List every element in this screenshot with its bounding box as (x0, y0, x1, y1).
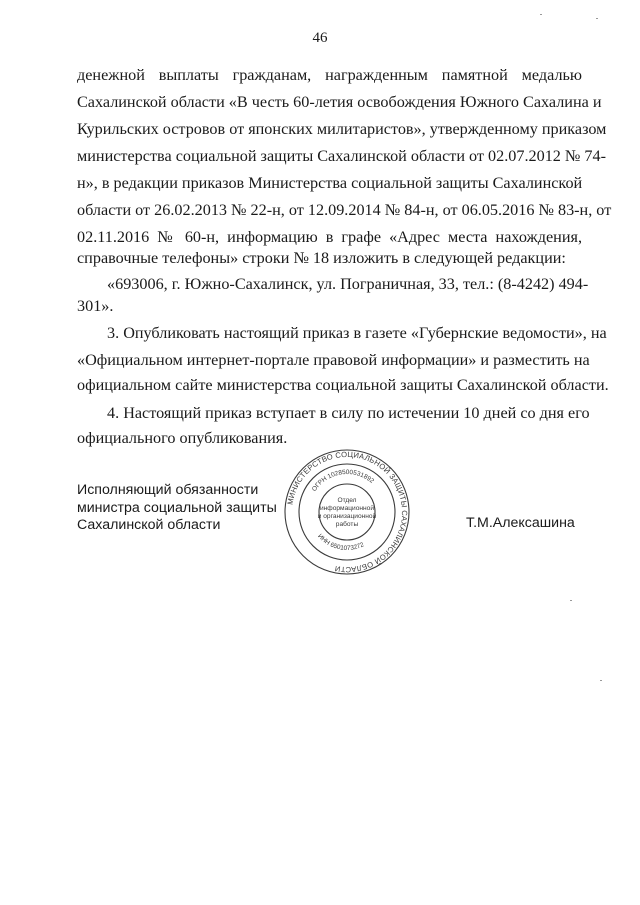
stamp-center-line-4: работы (335, 521, 359, 528)
signatory-position-line-3: Сахалинской области (77, 517, 221, 533)
body-line-9: «693006, г. Южно-Сахалинск, ул. Пограничная, 33, тел.: (8-4242) 494- (107, 275, 589, 293)
body-line-13: официальном сайте министерства социальной защиты Сахалинской области. (77, 376, 609, 394)
scan-speck (596, 18, 598, 19)
stamp-outer-text: МИНИСТЕРСТВО СОЦИАЛЬНОЙ ЗАЩИТЫ САХАЛИНСКОЙ ОБЛАСТИ (285, 449, 410, 575)
body-line-11: 3. Опубликовать настоящий приказ в газете «Губернские ведомости», на (107, 324, 607, 342)
body-line-10: 301». (77, 297, 114, 315)
official-stamp (283, 448, 411, 576)
body-line-6: области от 26.02.2013 № 22-н, от 12.09.2014 № 84-н, от 06.05.2016 № 83-н, от (77, 201, 612, 219)
body-line-1: денежной выплаты гражданам, награжденным памятной медалью (77, 66, 582, 84)
stamp-inner-ring (319, 484, 375, 540)
body-line-14: 4. Настоящий приказ вступает в силу по истечении 10 дней со дня его (107, 404, 590, 422)
body-line-8: справочные телефоны» строки № 18 изложить в следующей редакции: (77, 249, 566, 267)
stamp-inn: ИНН 6501073272 (316, 532, 366, 553)
body-line-12: «Официальном интернет-портале правовой информации» и разместить на (77, 351, 590, 369)
scan-speck (570, 600, 572, 601)
body-line-5: н», в редакции приказов Министерства социальной защиты Сахалинской (77, 174, 583, 192)
signatory-name: Т.М.Алексашина (466, 515, 575, 531)
stamp-center-line-2: информационной (319, 505, 375, 512)
stamp-ogrn: ОГРН 1028500531892 (310, 468, 376, 493)
body-line-3: Курильских островов от японских милитаристов», утвержденному приказом (77, 120, 607, 138)
scan-speck (540, 14, 542, 15)
body-line-4: министерства социальной защиты Сахалинской области от 02.07.2012 № 74- (77, 147, 606, 165)
stamp-center-line-3: и организационной (317, 513, 377, 520)
body-line-2: Сахалинской области «В честь 60-летия освобождения Южного Сахалина и (77, 93, 602, 111)
signatory-position (77, 482, 277, 535)
signatory-position-line-2: министра социальной защиты (77, 499, 277, 516)
scan-speck (600, 680, 602, 681)
body-line-7: 02.11.2016 № 60-н, информацию в графе «Адрес места нахождения, (77, 228, 582, 246)
stamp-center-line-1: Отдел (337, 497, 357, 504)
body-line-15: официального опубликования. (77, 429, 288, 447)
page-number: 46 (312, 30, 328, 46)
signatory-position-line-1: Исполняющий обязанности (77, 482, 259, 498)
